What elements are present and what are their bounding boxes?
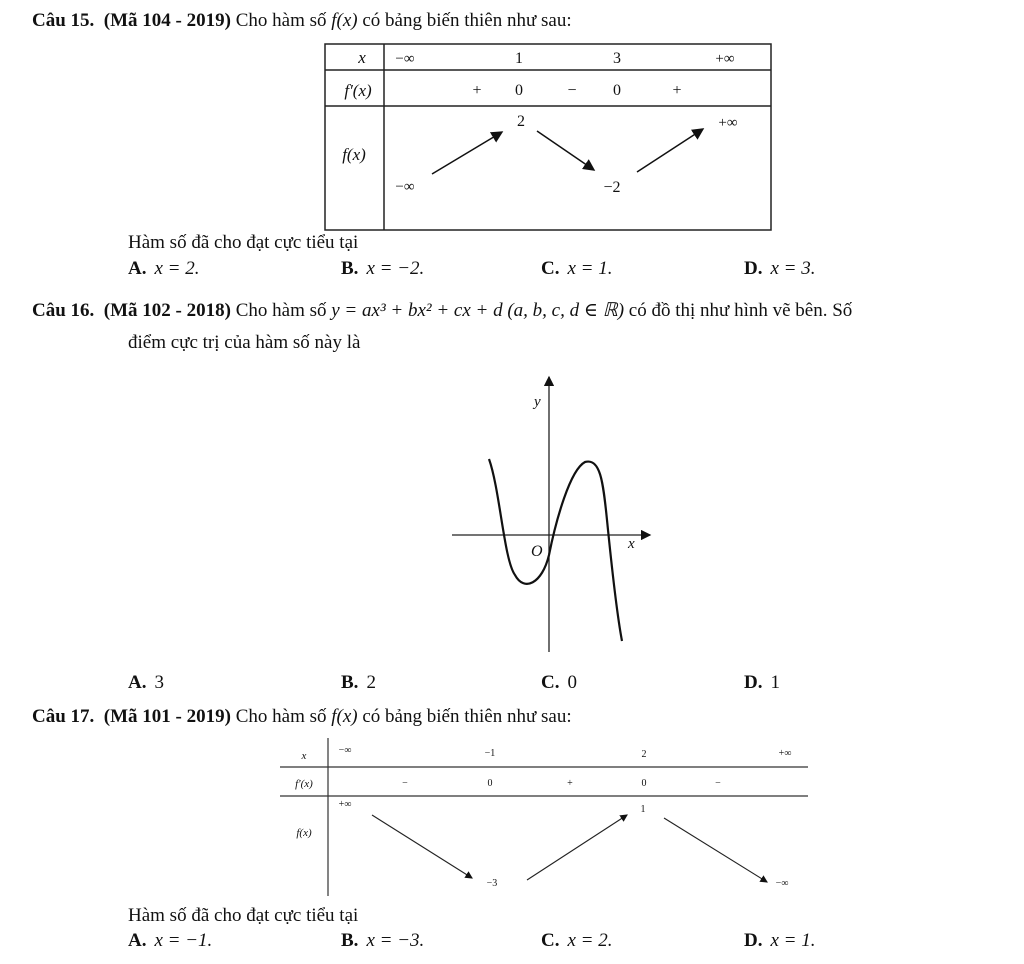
q17-fp-2: 0 [487, 778, 493, 789]
q17-option-c[interactable] [541, 930, 613, 952]
q17-f-4: −∞ [775, 878, 789, 889]
q15-f-3: −2 [603, 179, 621, 196]
q17-arrow-down-2 [664, 818, 767, 882]
q15-x-3: 3 [613, 50, 621, 67]
q17-row-fp: f′(x) [295, 778, 313, 790]
q16-stem-line2: điểm cực trị của hàm số này là [128, 332, 361, 353]
q15-stem-pre: Cho hàm số [235, 10, 327, 31]
q15-x-1: −∞ [395, 51, 415, 67]
q16-x-label: x [628, 536, 635, 552]
q17-f-3: 1 [640, 804, 646, 815]
q15-fp-5: + [672, 82, 682, 99]
q15-option-b-label: B. [341, 258, 359, 279]
q16-origin-label: O [531, 543, 543, 560]
q15-x-4: +∞ [715, 51, 735, 67]
q15-f-1: −∞ [395, 179, 415, 195]
q17-stem-pre: Cho hàm số [235, 706, 327, 727]
q15-number: Câu 15. [32, 10, 95, 31]
q15-func: f(x) [331, 10, 358, 31]
q15-f-2: 2 [517, 113, 525, 130]
q17-x-4: +∞ [778, 748, 792, 759]
q15-row-f: f(x) [342, 145, 366, 164]
q17-fp-4: 0 [641, 778, 647, 789]
q17-number: Câu 17. [32, 706, 95, 727]
q17-row-f: f(x) [296, 827, 312, 839]
q15-option-d-text: x = 3. [770, 258, 816, 279]
q17-option-a[interactable] [128, 930, 212, 952]
q15-x-2: 1 [515, 50, 523, 67]
q16-y-label: y [534, 394, 541, 410]
q17-x-3: 2 [641, 749, 647, 760]
q15-source: (Mã 104 - 2019) [103, 10, 231, 31]
q16-formula: y = ax³ + bx² + cx + d (a, b, c, d ∈ ℝ) [331, 300, 625, 321]
q17-option-a-label: A. [128, 930, 147, 951]
q17-option-c-text: x = 2. [567, 930, 613, 951]
q16-source: (Mã 102 - 2018) [103, 300, 231, 321]
q17-fp-5: − [715, 778, 721, 789]
q17-x-1: −∞ [338, 745, 352, 756]
q17-fp-3: + [567, 778, 573, 789]
q16-option-c-text: 0 [567, 672, 577, 693]
q17-func: f(x) [331, 706, 358, 727]
q15-option-b-text: x = −2. [366, 258, 425, 279]
q16-option-a-text: 3 [154, 672, 164, 693]
q16-option-a-label: A. [128, 672, 147, 693]
q17-arrow-down-1 [372, 815, 472, 878]
q17-stem-post: có bảng biến thiên như sau: [362, 706, 572, 727]
q17-x-2: −1 [484, 748, 496, 759]
q17-option-d-label: D. [744, 930, 763, 951]
q15-fp-3: − [567, 82, 577, 99]
q17-f-1: +∞ [338, 799, 352, 810]
q16-option-c-label: C. [541, 672, 560, 693]
q17-row-x: x [301, 750, 307, 762]
q15-row-x: x [358, 48, 366, 67]
q17-option-b[interactable] [341, 930, 424, 952]
q17-option-a-text: x = −1. [154, 930, 213, 951]
q17-source: (Mã 101 - 2019) [103, 706, 231, 727]
q15-f-4: +∞ [718, 115, 738, 131]
q16-stem-post: có đồ thị như hình vẽ bên. Số [628, 300, 853, 321]
q17-option-c-label: C. [541, 930, 560, 951]
q17-option-b-label: B. [341, 930, 359, 951]
q17-option-d[interactable] [744, 930, 816, 952]
q16-number: Câu 16. [32, 300, 95, 321]
q15-row-fp: f′(x) [344, 81, 372, 100]
q15-option-c-text: x = 1. [567, 258, 613, 279]
q16-option-d-label: D. [744, 672, 763, 693]
q15-fp-1: + [472, 82, 482, 99]
q17-option-b-text: x = −3. [366, 930, 425, 951]
q17-option-d-text: x = 1. [770, 930, 816, 951]
q16-stem-pre: Cho hàm số [235, 300, 327, 321]
q16-option-d-text: 1 [770, 672, 780, 693]
q15-option-c-label: C. [541, 258, 560, 279]
q15-option-a-text: x = 2. [154, 258, 200, 279]
q17-f-2: −3 [486, 878, 498, 889]
q17-arrow-up [527, 815, 627, 880]
q17-question: Hàm số đã cho đạt cực tiểu tại [128, 905, 359, 926]
q16-option-b-label: B. [341, 672, 359, 693]
q15-fp-4: 0 [613, 82, 621, 99]
q15-option-d-label: D. [744, 258, 763, 279]
q15-option-a-label: A. [128, 258, 147, 279]
q16-option-b-text: 2 [366, 672, 376, 693]
q17-fp-1: − [402, 778, 408, 789]
q15-stem-post: có bảng biến thiên như sau: [362, 10, 572, 31]
q15-question: Hàm số đã cho đạt cực tiểu tại [128, 232, 359, 253]
q15-fp-2: 0 [515, 82, 523, 99]
